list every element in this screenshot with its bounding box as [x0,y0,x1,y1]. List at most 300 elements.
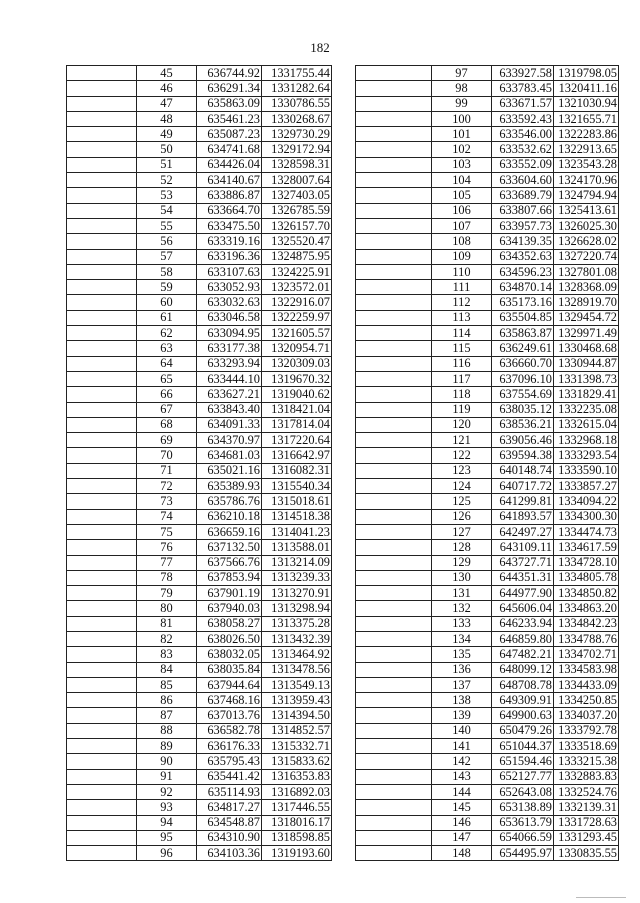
blank-cell [67,326,137,341]
blank-cell [67,234,137,249]
table-row [356,769,619,784]
point-number-cell: 139 [432,708,492,723]
point-number-cell: 128 [432,540,492,555]
y-coordinate-cell: 1331728.63 [554,815,619,830]
x-coordinate-cell: 638035.12 [492,402,554,417]
blank-cell [67,433,137,448]
point-number-cell: 104 [432,173,492,188]
table-row [356,800,619,815]
table-row [67,66,332,81]
y-coordinate-cell: 1333857.27 [554,479,619,494]
blank-cell [67,66,137,81]
y-coordinate-cell: 1313549.13 [262,677,332,692]
point-number-cell: 87 [137,708,197,723]
x-coordinate-cell: 638058.27 [197,616,262,631]
x-coordinate-cell: 635114.93 [197,784,262,799]
blank-cell [67,509,137,524]
y-coordinate-cell: 1331398.73 [554,371,619,386]
point-number-cell: 47 [137,96,197,111]
point-number-cell: 80 [137,601,197,616]
point-number-cell: 53 [137,188,197,203]
point-number-cell: 100 [432,111,492,126]
blank-cell [356,570,432,585]
y-coordinate-cell: 1333215.38 [554,754,619,769]
table-row [356,249,619,264]
y-coordinate-cell: 1313375.28 [262,616,332,631]
table-row [356,295,619,310]
table-row [67,402,332,417]
y-coordinate-cell: 1332524.76 [554,784,619,799]
blank-cell [67,616,137,631]
x-coordinate-cell: 633689.79 [492,188,554,203]
table-row [67,203,332,218]
blank-cell [67,647,137,662]
x-coordinate-cell: 633319.16 [197,234,262,249]
y-coordinate-cell: 1331755.44 [262,66,332,81]
x-coordinate-cell: 633032.63 [197,295,262,310]
x-coordinate-cell: 650479.26 [492,723,554,738]
y-coordinate-cell: 1329454.72 [554,310,619,325]
point-number-cell: 90 [137,754,197,769]
blank-cell [67,524,137,539]
y-coordinate-cell: 1332883.83 [554,769,619,784]
blank-cell [356,371,432,386]
blank-cell [356,524,432,539]
x-coordinate-cell: 636744.92 [197,66,262,81]
point-number-cell: 145 [432,800,492,815]
blank-cell [356,662,432,677]
point-number-cell: 64 [137,356,197,371]
point-number-cell: 70 [137,448,197,463]
blank-cell [356,601,432,616]
point-number-cell: 119 [432,402,492,417]
point-number-cell: 63 [137,341,197,356]
blank-cell [356,173,432,188]
table-row [67,218,332,233]
table-row [67,647,332,662]
table-row [67,784,332,799]
footer-rule [576,897,626,898]
table-row [67,249,332,264]
table-row [67,616,332,631]
page-number: 182 [310,40,330,55]
table-row [356,417,619,432]
point-number-cell: 142 [432,754,492,769]
x-coordinate-cell: 633094.95 [197,326,262,341]
x-coordinate-cell: 633927.58 [492,66,554,81]
x-coordinate-cell: 648099.12 [492,662,554,677]
blank-cell [67,693,137,708]
blank-cell [356,509,432,524]
y-coordinate-cell: 1326628.02 [554,234,619,249]
y-coordinate-cell: 1329730.29 [262,127,332,142]
x-coordinate-cell: 634310.90 [197,830,262,845]
blank-cell [356,326,432,341]
y-coordinate-cell: 1313478.56 [262,662,332,677]
y-coordinate-cell: 1334850.82 [554,586,619,601]
y-coordinate-cell: 1315332.71 [262,739,332,754]
blank-cell [356,586,432,601]
y-coordinate-cell: 1315540.34 [262,479,332,494]
blank-cell [356,66,432,81]
blank-cell [67,586,137,601]
table-row [356,555,619,570]
table-row [356,846,619,861]
point-number-cell: 73 [137,494,197,509]
point-number-cell: 62 [137,326,197,341]
point-number-cell: 134 [432,631,492,646]
table-row [67,127,332,142]
point-number-cell: 105 [432,188,492,203]
x-coordinate-cell: 653138.89 [492,800,554,815]
table-row [356,784,619,799]
blank-cell [356,81,432,96]
table-row [356,693,619,708]
point-number-cell: 86 [137,693,197,708]
table-row [356,326,619,341]
y-coordinate-cell: 1321655.71 [554,111,619,126]
blank-cell [67,111,137,126]
point-number-cell: 126 [432,509,492,524]
x-coordinate-cell: 634870.14 [492,280,554,295]
x-coordinate-cell: 633671.57 [492,96,554,111]
x-coordinate-cell: 634548.87 [197,815,262,830]
table-row [67,417,332,432]
point-number-cell: 143 [432,769,492,784]
blank-cell [67,341,137,356]
y-coordinate-cell: 1324225.91 [262,264,332,279]
table-row [356,616,619,631]
point-number-cell: 122 [432,448,492,463]
coordinates-table-right [355,65,619,861]
y-coordinate-cell: 1324875.95 [262,249,332,264]
point-number-cell: 45 [137,66,197,81]
x-coordinate-cell: 637940.03 [197,601,262,616]
y-coordinate-cell: 1332139.31 [554,800,619,815]
point-number-cell: 121 [432,433,492,448]
x-coordinate-cell: 634091.33 [197,417,262,432]
x-coordinate-cell: 638536.21 [492,417,554,432]
blank-cell [356,693,432,708]
blank-cell [356,616,432,631]
y-coordinate-cell: 1316082.31 [262,463,332,478]
y-coordinate-cell: 1322283.86 [554,127,619,142]
table-row [67,494,332,509]
point-number-cell: 110 [432,264,492,279]
blank-cell [67,157,137,172]
point-number-cell: 68 [137,417,197,432]
point-number-cell: 130 [432,570,492,585]
y-coordinate-cell: 1325413.61 [554,203,619,218]
x-coordinate-cell: 644351.31 [492,570,554,585]
point-number-cell: 114 [432,326,492,341]
point-number-cell: 141 [432,739,492,754]
table-row [356,708,619,723]
point-number-cell: 95 [137,830,197,845]
blank-cell [356,341,432,356]
y-coordinate-cell: 1322259.97 [262,310,332,325]
blank-cell [356,264,432,279]
x-coordinate-cell: 637013.76 [197,708,262,723]
blank-cell [67,295,137,310]
y-coordinate-cell: 1330268.67 [262,111,332,126]
blank-cell [356,463,432,478]
point-number-cell: 65 [137,371,197,386]
point-number-cell: 138 [432,693,492,708]
blank-cell [67,173,137,188]
table-row [356,157,619,172]
x-coordinate-cell: 651044.37 [492,739,554,754]
blank-cell [356,754,432,769]
table-row [67,387,332,402]
blank-cell [356,448,432,463]
point-number-cell: 135 [432,647,492,662]
blank-cell [67,387,137,402]
point-number-cell: 146 [432,815,492,830]
y-coordinate-cell: 1333293.54 [554,448,619,463]
y-coordinate-cell: 1334728.10 [554,555,619,570]
y-coordinate-cell: 1329172.94 [262,142,332,157]
x-coordinate-cell: 637944.64 [197,677,262,692]
blank-cell [356,417,432,432]
point-number-cell: 144 [432,784,492,799]
point-number-cell: 99 [432,96,492,111]
point-number-cell: 76 [137,540,197,555]
table-row [67,601,332,616]
point-number-cell: 124 [432,479,492,494]
x-coordinate-cell: 633783.45 [492,81,554,96]
y-coordinate-cell: 1325520.47 [262,234,332,249]
y-coordinate-cell: 1313239.33 [262,570,332,585]
x-coordinate-cell: 646233.94 [492,616,554,631]
x-coordinate-cell: 647482.21 [492,647,554,662]
table-row [356,66,619,81]
x-coordinate-cell: 637468.16 [197,693,262,708]
y-coordinate-cell: 1333590.10 [554,463,619,478]
y-coordinate-cell: 1316642.97 [262,448,332,463]
x-coordinate-cell: 633886.87 [197,188,262,203]
blank-cell [356,494,432,509]
x-coordinate-cell: 634681.03 [197,448,262,463]
point-number-cell: 117 [432,371,492,386]
blank-cell [67,280,137,295]
blank-cell [356,433,432,448]
table-row [356,463,619,478]
table-row [356,402,619,417]
point-number-cell: 132 [432,601,492,616]
blank-cell [67,555,137,570]
x-coordinate-cell: 639594.38 [492,448,554,463]
y-coordinate-cell: 1332615.04 [554,417,619,432]
point-number-cell: 91 [137,769,197,784]
table-row [356,341,619,356]
y-coordinate-cell: 1313214.09 [262,555,332,570]
table-row [67,81,332,96]
x-coordinate-cell: 641893.57 [492,509,554,524]
point-number-cell: 52 [137,173,197,188]
y-coordinate-cell: 1334702.71 [554,647,619,662]
blank-cell [356,800,432,815]
point-number-cell: 106 [432,203,492,218]
table-row [356,754,619,769]
x-coordinate-cell: 633293.94 [197,356,262,371]
x-coordinate-cell: 648708.78 [492,677,554,692]
y-coordinate-cell: 1318016.17 [262,815,332,830]
point-number-cell: 54 [137,203,197,218]
x-coordinate-cell: 642497.27 [492,524,554,539]
y-coordinate-cell: 1323543.28 [554,157,619,172]
table-row [67,509,332,524]
y-coordinate-cell: 1319798.05 [554,66,619,81]
point-number-cell: 107 [432,218,492,233]
x-coordinate-cell: 640717.72 [492,479,554,494]
y-coordinate-cell: 1314852.57 [262,723,332,738]
x-coordinate-cell: 633475.50 [197,218,262,233]
table-row [356,570,619,585]
blank-cell [67,448,137,463]
point-number-cell: 88 [137,723,197,738]
y-coordinate-cell: 1318598.85 [262,830,332,845]
x-coordinate-cell: 636249.61 [492,341,554,356]
point-number-cell: 131 [432,586,492,601]
table-row [356,96,619,111]
table-row [356,524,619,539]
point-number-cell: 59 [137,280,197,295]
blank-cell [356,479,432,494]
y-coordinate-cell: 1315833.62 [262,754,332,769]
blank-cell [356,846,432,861]
point-number-cell: 89 [137,739,197,754]
blank-cell [356,555,432,570]
table-row [356,81,619,96]
point-number-cell: 85 [137,677,197,692]
blank-cell [67,570,137,585]
blank-cell [67,708,137,723]
blank-cell [67,310,137,325]
x-coordinate-cell: 633444.10 [197,371,262,386]
blank-cell [67,662,137,677]
table-row [356,509,619,524]
x-coordinate-cell: 633627.21 [197,387,262,402]
point-number-cell: 72 [137,479,197,494]
point-number-cell: 77 [137,555,197,570]
x-coordinate-cell: 644977.90 [492,586,554,601]
x-coordinate-cell: 635087.23 [197,127,262,142]
point-number-cell: 140 [432,723,492,738]
x-coordinate-cell: 638026.50 [197,631,262,646]
point-number-cell: 48 [137,111,197,126]
table-row [67,280,332,295]
y-coordinate-cell: 1328368.09 [554,280,619,295]
blank-cell [67,754,137,769]
point-number-cell: 103 [432,157,492,172]
table-row [356,203,619,218]
y-coordinate-cell: 1330944.87 [554,356,619,371]
table-row [67,693,332,708]
table-row [356,647,619,662]
point-number-cell: 79 [137,586,197,601]
y-coordinate-cell: 1314041.23 [262,524,332,539]
y-coordinate-cell: 1315018.61 [262,494,332,509]
y-coordinate-cell: 1334250.85 [554,693,619,708]
y-coordinate-cell: 1317814.04 [262,417,332,432]
point-number-cell: 113 [432,310,492,325]
point-number-cell: 137 [432,677,492,692]
x-coordinate-cell: 636659.16 [197,524,262,539]
table-row [67,264,332,279]
blank-cell [67,494,137,509]
x-coordinate-cell: 633546.00 [492,127,554,142]
point-number-cell: 101 [432,127,492,142]
blank-cell [356,280,432,295]
blank-cell [356,310,432,325]
point-number-cell: 108 [432,234,492,249]
blank-cell [67,96,137,111]
x-coordinate-cell: 633196.36 [197,249,262,264]
blank-cell [67,677,137,692]
point-number-cell: 57 [137,249,197,264]
point-number-cell: 81 [137,616,197,631]
point-number-cell: 78 [137,570,197,585]
table-row [67,173,332,188]
table-row [67,723,332,738]
table-row [67,677,332,692]
table-row [67,234,332,249]
point-number-cell: 93 [137,800,197,815]
y-coordinate-cell: 1330468.68 [554,341,619,356]
y-coordinate-cell: 1316892.03 [262,784,332,799]
y-coordinate-cell: 1319670.32 [262,371,332,386]
table-row [67,295,332,310]
table-row [67,739,332,754]
y-coordinate-cell: 1332235.08 [554,402,619,417]
y-coordinate-cell: 1319193.60 [262,846,332,861]
x-coordinate-cell: 634817.27 [197,800,262,815]
y-coordinate-cell: 1321605.57 [262,326,332,341]
table-row [67,448,332,463]
point-number-cell: 74 [137,509,197,524]
x-coordinate-cell: 636660.70 [492,356,554,371]
x-coordinate-cell: 635504.85 [492,310,554,325]
table-row [67,371,332,386]
y-coordinate-cell: 1320411.16 [554,81,619,96]
point-number-cell: 102 [432,142,492,157]
blank-cell [67,479,137,494]
y-coordinate-cell: 1331282.64 [262,81,332,96]
point-number-cell: 56 [137,234,197,249]
x-coordinate-cell: 652127.77 [492,769,554,784]
y-coordinate-cell: 1324794.94 [554,188,619,203]
y-coordinate-cell: 1331293.45 [554,830,619,845]
blank-cell [67,203,137,218]
y-coordinate-cell: 1328598.31 [262,157,332,172]
x-coordinate-cell: 633107.63 [197,264,262,279]
blank-cell [67,800,137,815]
y-coordinate-cell: 1334300.30 [554,509,619,524]
x-coordinate-cell: 654495.97 [492,846,554,861]
table-row [67,433,332,448]
table-row [356,631,619,646]
x-coordinate-cell: 633957.73 [492,218,554,233]
point-number-cell: 148 [432,846,492,861]
y-coordinate-cell: 1328919.70 [554,295,619,310]
y-coordinate-cell: 1326785.59 [262,203,332,218]
blank-cell [67,723,137,738]
point-number-cell: 82 [137,631,197,646]
table-row [356,310,619,325]
y-coordinate-cell: 1328007.64 [262,173,332,188]
blank-cell [67,739,137,754]
